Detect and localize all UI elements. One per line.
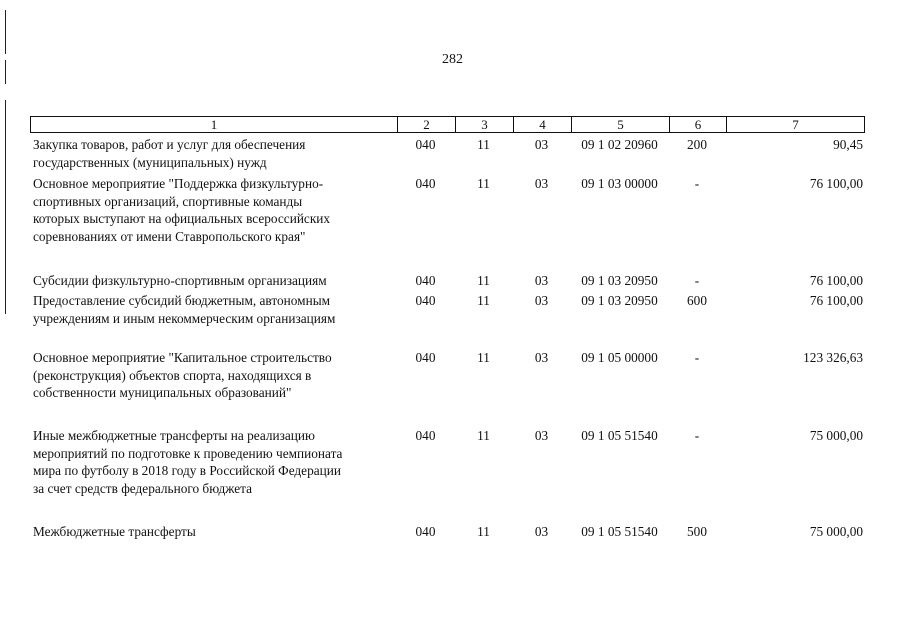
row-description xyxy=(33,272,393,290)
description-line: Основное мероприятие "Поддержка физкультурно- xyxy=(33,176,324,191)
cell-target-article: 09 1 03 20950 xyxy=(581,273,658,288)
cell-amount: 90,45 xyxy=(833,137,863,152)
description-line: учреждениям и иным некоммерческим организациям xyxy=(33,310,336,326)
row-description xyxy=(33,136,393,171)
row-description xyxy=(33,292,393,327)
scan-edge-mark xyxy=(5,10,6,54)
row-description xyxy=(33,349,393,402)
cell-section: 11 xyxy=(477,273,490,288)
cell-ministry-code: 040 xyxy=(415,273,436,288)
header-cell-6: 6 xyxy=(669,117,726,132)
cell-expense-type: 200 xyxy=(687,137,707,152)
scan-edge-mark xyxy=(5,100,6,314)
cell-expense-type: 600 xyxy=(687,293,707,308)
header-cell-3: 3 xyxy=(455,117,513,132)
row-description xyxy=(33,523,393,541)
description-line: за счет средств федерального бюджета xyxy=(33,480,253,496)
page-number: 282 xyxy=(442,52,463,67)
description-line: Иные межбюджетные трансферты на реализацию xyxy=(33,428,315,443)
description-line: Межбюджетные трансферты xyxy=(33,524,196,539)
description-line: мероприятий по подготовке к проведению чемпионата xyxy=(33,445,343,461)
description-line: (реконструкция) объектов спорта, находящихся в xyxy=(33,367,312,383)
cell-amount: 76 100,00 xyxy=(809,176,863,191)
cell-amount: 76 100,00 xyxy=(809,273,863,288)
cell-amount: 123 326,63 xyxy=(803,350,863,365)
cell-subsection: 03 xyxy=(534,273,549,288)
description-line: спортивных организаций, спортивные команды xyxy=(33,193,303,209)
table-header-row xyxy=(30,116,865,133)
header-cell-7: 7 xyxy=(726,117,864,132)
header-cell-5: 5 xyxy=(571,117,669,132)
cell-expense-type: 500 xyxy=(687,524,707,539)
cell-target-article: 09 1 05 51540 xyxy=(581,428,658,443)
cell-subsection: 03 xyxy=(534,350,549,365)
description-line: мира по футболу в 2018 году в Российской Федерации xyxy=(33,463,341,479)
description-line: Закупка товаров, работ и услуг для обеспечения xyxy=(33,137,306,152)
description-line: собственности муниципальных образований" xyxy=(33,385,292,401)
cell-amount: 75 000,00 xyxy=(809,524,863,539)
description-line: Предоставление субсидий бюджетным, автономным xyxy=(33,293,331,308)
cell-target-article: 09 1 03 20950 xyxy=(581,293,658,308)
cell-subsection: 03 xyxy=(534,524,549,539)
cell-expense-type: - xyxy=(694,428,700,443)
cell-ministry-code: 040 xyxy=(415,350,436,365)
header-cell-4: 4 xyxy=(513,117,571,132)
cell-target-article: 09 1 03 00000 xyxy=(581,176,658,191)
cell-ministry-code: 040 xyxy=(415,176,436,191)
cell-subsection: 03 xyxy=(534,428,549,443)
cell-subsection: 03 xyxy=(534,176,549,191)
cell-amount: 75 000,00 xyxy=(809,428,863,443)
description-line: соревнованиях от имени Ставропольского края" xyxy=(33,228,306,244)
cell-expense-type: - xyxy=(694,273,700,288)
description-line: Субсидии физкультурно-спортивным организациям xyxy=(33,273,327,288)
cell-section: 11 xyxy=(477,176,490,191)
description-line: которых выступают на официальных всероссийских xyxy=(33,211,331,227)
cell-section: 11 xyxy=(477,350,490,365)
description-line: государственных (муниципальных) нужд xyxy=(33,154,267,170)
cell-target-article: 09 1 05 51540 xyxy=(581,524,658,539)
cell-section: 11 xyxy=(477,137,490,152)
cell-expense-type: - xyxy=(694,176,700,191)
cell-target-article: 09 1 02 20960 xyxy=(581,137,658,152)
header-cell-1: 1 xyxy=(210,117,218,132)
row-description xyxy=(33,175,393,245)
cell-ministry-code: 040 xyxy=(415,293,436,308)
cell-target-article: 09 1 05 00000 xyxy=(581,350,658,365)
cell-subsection: 03 xyxy=(534,137,549,152)
cell-section: 11 xyxy=(477,293,490,308)
row-description xyxy=(33,427,393,497)
cell-ministry-code: 040 xyxy=(415,137,436,152)
cell-ministry-code: 040 xyxy=(415,428,436,443)
cell-section: 11 xyxy=(477,428,490,443)
cell-amount: 76 100,00 xyxy=(809,293,863,308)
cell-ministry-code: 040 xyxy=(415,524,436,539)
cell-subsection: 03 xyxy=(534,293,549,308)
description-line: Основное мероприятие "Капитальное строительство xyxy=(33,350,332,365)
cell-section: 11 xyxy=(477,524,490,539)
cell-expense-type: - xyxy=(694,350,700,365)
header-cell-2: 2 xyxy=(397,117,455,132)
